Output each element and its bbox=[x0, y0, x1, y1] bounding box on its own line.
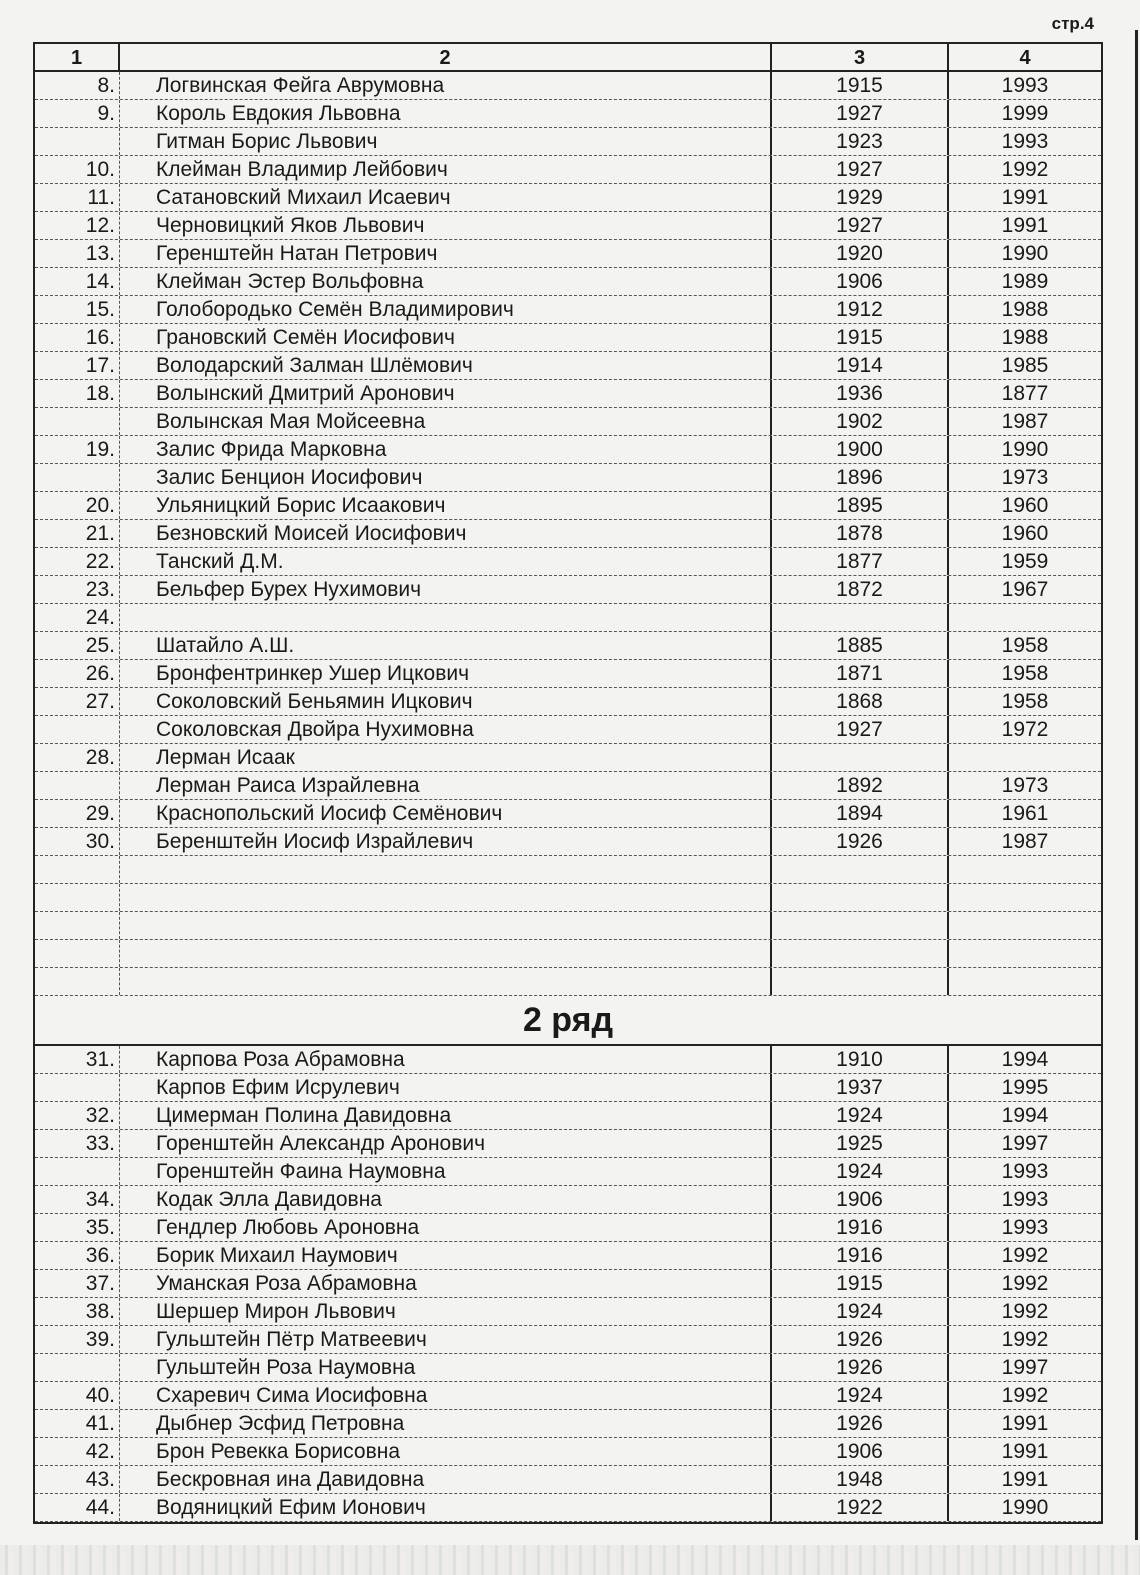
birth-year: 1877 bbox=[772, 548, 949, 575]
birth-year: 1892 bbox=[772, 772, 949, 799]
birth-year: 1924 bbox=[772, 1158, 949, 1185]
person-name: Дыбнер Эсфид Петровна bbox=[120, 1410, 772, 1437]
person-name: Геренштейн Натан Петрович bbox=[120, 240, 772, 267]
row-number: 37. bbox=[35, 1270, 120, 1297]
person-name: Голобородько Семён Владимирович bbox=[120, 296, 772, 323]
person-name bbox=[120, 884, 772, 911]
birth-year: 1871 bbox=[772, 660, 949, 687]
birth-year bbox=[772, 884, 949, 911]
person-name: Цимерман Полина Давидовна bbox=[120, 1102, 772, 1129]
table-row bbox=[35, 856, 1101, 884]
row-number: 26. bbox=[35, 660, 120, 687]
row-number: 19. bbox=[35, 436, 120, 463]
death-year: 1993 bbox=[1001, 130, 1049, 153]
person-name: Волынская Мая Мойсеевна bbox=[120, 408, 772, 435]
table-row bbox=[35, 912, 1101, 940]
birth-year: 1923 bbox=[772, 128, 949, 155]
row-number: 33. bbox=[35, 1130, 120, 1157]
row-number: 32. bbox=[35, 1102, 120, 1129]
person-name: Грановский Семён Иосифович bbox=[120, 324, 772, 351]
table-row bbox=[35, 576, 1101, 604]
birth-year: 1896 bbox=[772, 464, 949, 491]
death-year: 1993 bbox=[1001, 74, 1049, 97]
table-row bbox=[35, 744, 1101, 772]
death-year bbox=[949, 968, 1101, 995]
death-year: 1991 bbox=[1001, 1468, 1049, 1491]
person-name: Володарский Залман Шлёмович bbox=[120, 352, 772, 379]
birth-year: 1910 bbox=[772, 1046, 949, 1073]
birth-year: 1914 bbox=[772, 352, 949, 379]
person-name: Гульштейн Пётр Матвеевич bbox=[120, 1326, 772, 1353]
table-row bbox=[35, 268, 1101, 296]
death-year: 1985 bbox=[1001, 354, 1049, 377]
person-name: Танский Д.М. bbox=[120, 548, 772, 575]
table-header-row bbox=[35, 44, 1101, 72]
death-year: 1997 bbox=[1001, 1132, 1049, 1155]
death-year: 1877 bbox=[1001, 382, 1049, 405]
header-col-1: 1 bbox=[35, 44, 120, 70]
row-number: 9. bbox=[35, 100, 120, 127]
person-name: Гендлер Любовь Ароновна bbox=[120, 1214, 772, 1241]
row-number bbox=[35, 1074, 120, 1101]
death-year bbox=[949, 884, 1101, 911]
death-year bbox=[949, 744, 1101, 771]
row-number: 31. bbox=[35, 1046, 120, 1073]
death-year: 1987 bbox=[1001, 410, 1049, 433]
birth-year: 1924 bbox=[772, 1298, 949, 1325]
death-year: 1993 bbox=[1001, 1216, 1049, 1239]
person-name: Лерман Исаак bbox=[120, 744, 772, 771]
person-name: Кодак Элла Давидовна bbox=[120, 1186, 772, 1213]
row-number: 43. bbox=[35, 1466, 120, 1493]
birth-year: 1915 bbox=[772, 324, 949, 351]
death-year: 1960 bbox=[1001, 494, 1049, 517]
person-name bbox=[120, 856, 772, 883]
death-year: 1994 bbox=[1001, 1104, 1049, 1127]
death-year: 1991 bbox=[1001, 1440, 1049, 1463]
table-row bbox=[35, 1158, 1101, 1186]
row-number: 29. bbox=[35, 800, 120, 827]
row-number: 17. bbox=[35, 352, 120, 379]
table-row bbox=[35, 800, 1101, 828]
person-name bbox=[120, 968, 772, 995]
birth-year: 1924 bbox=[772, 1102, 949, 1129]
row-number: 10. bbox=[35, 156, 120, 183]
row-number bbox=[35, 856, 120, 883]
death-year: 1991 bbox=[1001, 1412, 1049, 1435]
row-number bbox=[35, 1158, 120, 1185]
birth-year: 1937 bbox=[772, 1074, 949, 1101]
row-number: 35. bbox=[35, 1214, 120, 1241]
birth-year: 1868 bbox=[772, 688, 949, 715]
row-number bbox=[35, 128, 120, 155]
death-year bbox=[949, 912, 1101, 939]
row-number: 24. bbox=[35, 604, 120, 631]
birth-year bbox=[772, 604, 949, 631]
death-year: 1960 bbox=[1001, 522, 1049, 545]
table-row bbox=[35, 1074, 1101, 1102]
row-number: 25. bbox=[35, 632, 120, 659]
birth-year: 1906 bbox=[772, 268, 949, 295]
table-row bbox=[35, 632, 1101, 660]
table-row bbox=[35, 688, 1101, 716]
person-name: Беренштейн Иосиф Израйлевич bbox=[120, 828, 772, 855]
death-year bbox=[949, 856, 1101, 883]
birth-year: 1926 bbox=[772, 828, 949, 855]
person-name: Шатайло А.Ш. bbox=[120, 632, 772, 659]
section-heading: 2 ряд bbox=[35, 996, 1101, 1046]
row-number bbox=[35, 772, 120, 799]
row-number bbox=[35, 884, 120, 911]
birth-year: 1927 bbox=[772, 156, 949, 183]
death-year: 1992 bbox=[1001, 1272, 1049, 1295]
person-name: Водяницкий Ефим Ионович bbox=[120, 1494, 772, 1521]
person-name: Ульяницкий Борис Исаакович bbox=[120, 492, 772, 519]
row-number: 12. bbox=[35, 212, 120, 239]
death-year bbox=[949, 604, 1101, 631]
birth-year: 1926 bbox=[772, 1354, 949, 1381]
death-year: 1973 bbox=[1001, 774, 1049, 797]
row-number: 38. bbox=[35, 1298, 120, 1325]
table-row bbox=[35, 240, 1101, 268]
death-year: 1988 bbox=[1001, 298, 1049, 321]
row-number: 20. bbox=[35, 492, 120, 519]
person-name: Схаревич Сима Иосифовна bbox=[120, 1382, 772, 1409]
table-row bbox=[35, 492, 1101, 520]
row-number bbox=[35, 464, 120, 491]
death-year: 1967 bbox=[1001, 578, 1049, 601]
person-name: Клейман Владимир Лейбович bbox=[120, 156, 772, 183]
death-year: 1999 bbox=[1001, 102, 1049, 125]
birth-year: 1906 bbox=[772, 1438, 949, 1465]
table-row bbox=[35, 408, 1101, 436]
death-year: 1989 bbox=[1001, 270, 1049, 293]
table-row bbox=[35, 940, 1101, 968]
row-number: 21. bbox=[35, 520, 120, 547]
death-year: 1958 bbox=[1001, 634, 1049, 657]
table-body-row2 bbox=[35, 1046, 1101, 1522]
row-number: 18. bbox=[35, 380, 120, 407]
birth-year: 1924 bbox=[772, 1382, 949, 1409]
death-year: 1972 bbox=[1001, 718, 1049, 741]
death-year: 1958 bbox=[1001, 662, 1049, 685]
table-row bbox=[35, 1242, 1101, 1270]
row-number bbox=[35, 1354, 120, 1381]
row-number bbox=[35, 716, 120, 743]
person-name: Сатановский Михаил Исаевич bbox=[120, 184, 772, 211]
death-year: 1993 bbox=[1001, 1188, 1049, 1211]
row-number: 34. bbox=[35, 1186, 120, 1213]
row-number: 36. bbox=[35, 1242, 120, 1269]
birth-year: 1948 bbox=[772, 1466, 949, 1493]
table-row bbox=[35, 716, 1101, 744]
person-name: Горенштейн Александр Аронович bbox=[120, 1130, 772, 1157]
person-name: Брон Ревекка Борисовна bbox=[120, 1438, 772, 1465]
table-row bbox=[35, 1046, 1101, 1074]
page-edge-line bbox=[1135, 30, 1138, 1540]
person-name: Черновицкий Яков Львович bbox=[120, 212, 772, 239]
table-row bbox=[35, 520, 1101, 548]
row-number bbox=[35, 912, 120, 939]
birth-year: 1927 bbox=[772, 716, 949, 743]
birth-year: 1929 bbox=[772, 184, 949, 211]
birth-year: 1927 bbox=[772, 212, 949, 239]
person-name: Бескровная ина Давидовна bbox=[120, 1466, 772, 1493]
person-name bbox=[120, 940, 772, 967]
person-name: Карпов Ефим Исрулевич bbox=[120, 1074, 772, 1101]
person-name: Шершер Мирон Львович bbox=[120, 1298, 772, 1325]
table-row bbox=[35, 296, 1101, 324]
table-row bbox=[35, 772, 1101, 800]
birth-year: 1916 bbox=[772, 1242, 949, 1269]
person-name: Залис Фрида Марковна bbox=[120, 436, 772, 463]
row-number bbox=[35, 940, 120, 967]
table-row bbox=[35, 1214, 1101, 1242]
person-name bbox=[120, 604, 772, 631]
birth-year: 1878 bbox=[772, 520, 949, 547]
table-row bbox=[35, 1410, 1101, 1438]
header-col-2: 2 bbox=[120, 44, 772, 70]
birth-year: 1927 bbox=[772, 100, 949, 127]
table-row bbox=[35, 324, 1101, 352]
person-name: Залис Бенцион Иосифович bbox=[120, 464, 772, 491]
table-row bbox=[35, 1494, 1101, 1522]
row-number: 40. bbox=[35, 1382, 120, 1409]
birth-year: 1906 bbox=[772, 1186, 949, 1213]
person-name: Горенштейн Фаина Наумовна bbox=[120, 1158, 772, 1185]
row-number bbox=[35, 968, 120, 995]
scan-artifact-strip bbox=[0, 1545, 1140, 1575]
row-number: 44. bbox=[35, 1494, 120, 1521]
table-row bbox=[35, 1438, 1101, 1466]
death-year: 1997 bbox=[1001, 1356, 1049, 1379]
death-year: 1992 bbox=[1001, 158, 1049, 181]
table-row bbox=[35, 72, 1101, 100]
table-row bbox=[35, 968, 1101, 996]
row-number: 27. bbox=[35, 688, 120, 715]
row-number bbox=[35, 408, 120, 435]
person-name: Логвинская Фейга Аврумовна bbox=[120, 72, 772, 99]
birth-year: 1916 bbox=[772, 1214, 949, 1241]
table-row bbox=[35, 1466, 1101, 1494]
birth-year: 1900 bbox=[772, 436, 949, 463]
person-name: Соколовский Беньямин Ицкович bbox=[120, 688, 772, 715]
person-name: Гитман Борис Львович bbox=[120, 128, 772, 155]
table-row bbox=[35, 128, 1101, 156]
table-row bbox=[35, 436, 1101, 464]
birth-year bbox=[772, 940, 949, 967]
birth-year: 1936 bbox=[772, 380, 949, 407]
person-name: Бельфер Бурех Нухимович bbox=[120, 576, 772, 603]
row-number: 39. bbox=[35, 1326, 120, 1353]
birth-year bbox=[772, 744, 949, 771]
death-year: 1961 bbox=[1001, 802, 1049, 825]
person-name: Карпова Роза Абрамовна bbox=[120, 1046, 772, 1073]
birth-year: 1922 bbox=[772, 1494, 949, 1521]
death-year: 1958 bbox=[1001, 690, 1049, 713]
row-number: 11. bbox=[35, 184, 120, 211]
table-row bbox=[35, 1270, 1101, 1298]
death-year: 1994 bbox=[1001, 1048, 1049, 1071]
row-number: 13. bbox=[35, 240, 120, 267]
death-year: 1988 bbox=[1001, 326, 1049, 349]
person-name: Лерман Раиса Израйлевна bbox=[120, 772, 772, 799]
birth-year: 1872 bbox=[772, 576, 949, 603]
death-year: 1992 bbox=[1001, 1384, 1049, 1407]
person-name: Король Евдокия Львовна bbox=[120, 100, 772, 127]
header-col-4: 4 bbox=[1019, 47, 1031, 69]
burial-register-table bbox=[33, 42, 1103, 1524]
death-year: 1991 bbox=[1001, 186, 1049, 209]
header-col-3: 3 bbox=[772, 44, 949, 70]
table-row bbox=[35, 1298, 1101, 1326]
death-year: 1992 bbox=[1001, 1328, 1049, 1351]
page-number: стр.4 bbox=[1051, 14, 1094, 33]
row-number: 22. bbox=[35, 548, 120, 575]
death-year bbox=[949, 940, 1101, 967]
table-row bbox=[35, 352, 1101, 380]
table-row bbox=[35, 380, 1101, 408]
row-number: 28. bbox=[35, 744, 120, 771]
table-row bbox=[35, 1354, 1101, 1382]
birth-year bbox=[772, 856, 949, 883]
birth-year: 1915 bbox=[772, 72, 949, 99]
row-number: 15. bbox=[35, 296, 120, 323]
person-name: Волынский Дмитрий Аронович bbox=[120, 380, 772, 407]
birth-year: 1925 bbox=[772, 1130, 949, 1157]
person-name: Уманская Роза Абрамовна bbox=[120, 1270, 772, 1297]
person-name: Клейман Эстер Вольфовна bbox=[120, 268, 772, 295]
death-year: 1992 bbox=[1001, 1300, 1049, 1323]
person-name: Гульштейн Роза Наумовна bbox=[120, 1354, 772, 1381]
row-number: 8. bbox=[35, 72, 120, 99]
birth-year: 1895 bbox=[772, 492, 949, 519]
death-year: 1993 bbox=[1001, 1160, 1049, 1183]
person-name: Соколовская Двойра Нухимовна bbox=[120, 716, 772, 743]
row-number: 30. bbox=[35, 828, 120, 855]
birth-year bbox=[772, 912, 949, 939]
table-row bbox=[35, 156, 1101, 184]
table-row bbox=[35, 604, 1101, 632]
birth-year: 1902 bbox=[772, 408, 949, 435]
row-number: 41. bbox=[35, 1410, 120, 1437]
person-name bbox=[120, 912, 772, 939]
row-number: 16. bbox=[35, 324, 120, 351]
person-name: Борик Михаил Наумович bbox=[120, 1242, 772, 1269]
table-row bbox=[35, 184, 1101, 212]
birth-year: 1926 bbox=[772, 1326, 949, 1353]
birth-year: 1885 bbox=[772, 632, 949, 659]
death-year: 1987 bbox=[1001, 830, 1049, 853]
row-number: 14. bbox=[35, 268, 120, 295]
birth-year: 1912 bbox=[772, 296, 949, 323]
death-year: 1990 bbox=[1001, 1496, 1049, 1519]
person-name: Бронфентринкер Ушер Ицкович bbox=[120, 660, 772, 687]
birth-year: 1894 bbox=[772, 800, 949, 827]
death-year: 1991 bbox=[1001, 214, 1049, 237]
birth-year: 1926 bbox=[772, 1410, 949, 1437]
table-row bbox=[35, 464, 1101, 492]
death-year: 1992 bbox=[1001, 1244, 1049, 1267]
table-row bbox=[35, 1102, 1101, 1130]
person-name: Краснопольский Иосиф Семёнович bbox=[120, 800, 772, 827]
table-row bbox=[35, 212, 1101, 240]
birth-year: 1915 bbox=[772, 1270, 949, 1297]
birth-year: 1920 bbox=[772, 240, 949, 267]
table-row bbox=[35, 884, 1101, 912]
row-number: 42. bbox=[35, 1438, 120, 1465]
table-row bbox=[35, 1130, 1101, 1158]
death-year: 1990 bbox=[1001, 438, 1049, 461]
table-row bbox=[35, 828, 1101, 856]
table-row bbox=[35, 100, 1101, 128]
table-row bbox=[35, 660, 1101, 688]
table-row bbox=[35, 1382, 1101, 1410]
table-row bbox=[35, 1326, 1101, 1354]
table-row bbox=[35, 548, 1101, 576]
table-body-row1 bbox=[35, 72, 1101, 996]
death-year: 1995 bbox=[1001, 1076, 1049, 1099]
death-year: 1990 bbox=[1001, 242, 1049, 265]
death-year: 1959 bbox=[1001, 550, 1049, 573]
death-year: 1973 bbox=[1001, 466, 1049, 489]
person-name: Безновский Моисей Иосифович bbox=[120, 520, 772, 547]
birth-year bbox=[772, 968, 949, 995]
table-row bbox=[35, 1186, 1101, 1214]
row-number: 23. bbox=[35, 576, 120, 603]
